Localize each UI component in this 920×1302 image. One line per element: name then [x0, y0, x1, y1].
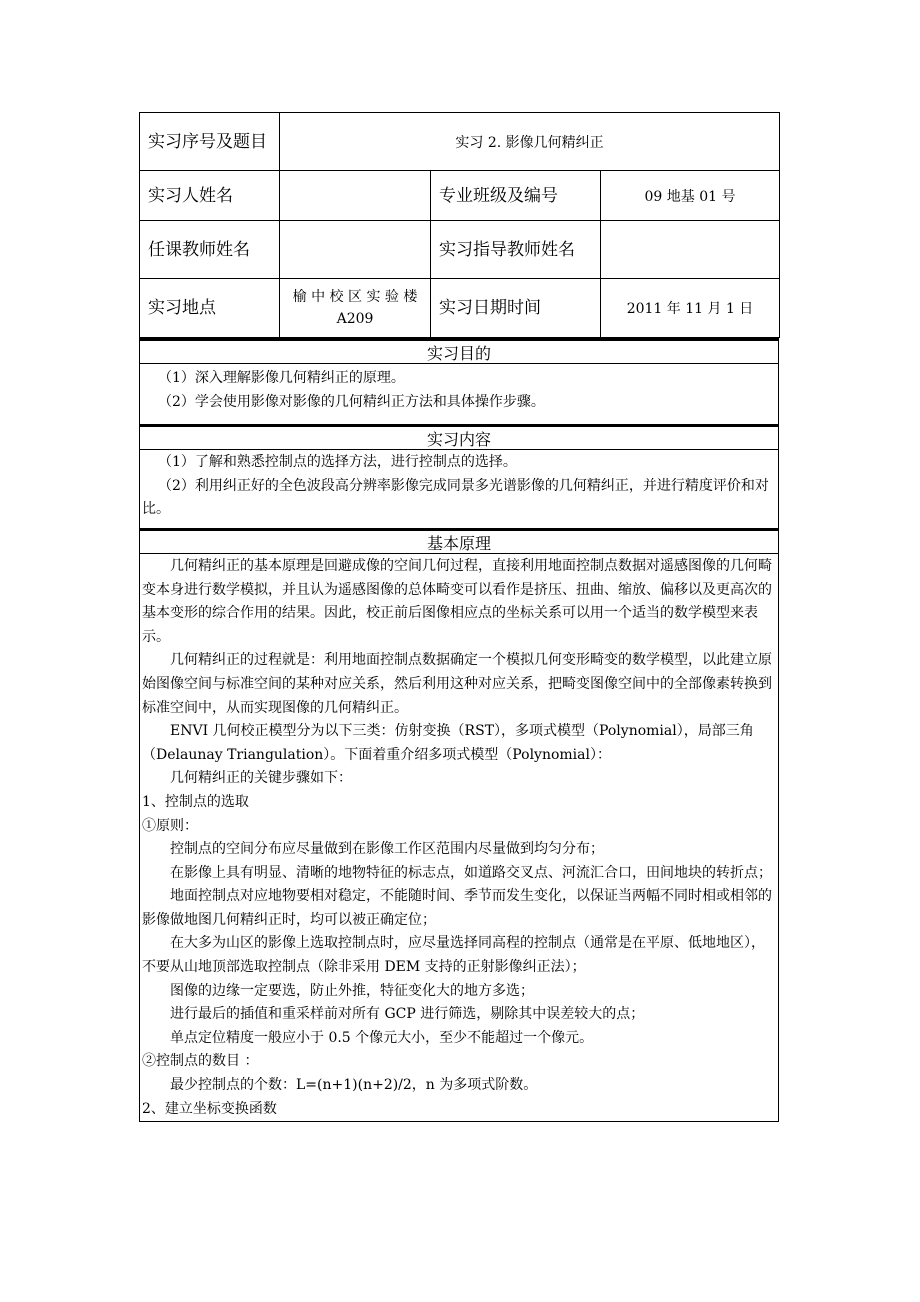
principle-paragraph: 地面控制点对应地物要相对稳定，不能随时间、季节而发生变化，以保证当两幅不同时相或相邻的影像做地图几何精纠正时，均可以被正确定位； — [142, 888, 772, 928]
objective-item: （1）深入理解影像几何精纠正的原理。 — [158, 370, 405, 386]
principle-paragraph: ENVI 几何校正模型分为以下三类：仿射变换（RST），多项式模型（Polynomial），局部三角（Delaunay Triangulation）。下面着重介绍多项式模型（Polynomial）： — [142, 723, 754, 763]
principle-paragraph: 在大多为山区的影像上选取控制点时，应尽量选择同高程的控制点（通常是在平原、低地地区），不要从山地顶部选取控制点（除非采用 DEM 支持的正射影像纠正法）； — [142, 935, 765, 976]
principle-paragraph: 图像的边缘一定要选，防止外推，特征变化大的地方多选； — [170, 982, 534, 999]
label-date: 实习日期时间 — [431, 279, 601, 338]
section-content — [139, 450, 779, 529]
content-item: （2）利用纠正好的全色波段高分辨率影像完成同景多光谱影像的几何精纠正，并进行精度评价和对比。 — [142, 477, 769, 518]
principle-paragraph: 几何精纠正的基本原理是回避成像的空间几何过程，直接利用地面控制点数据对遥感图像的几何畸变本身进行数学模拟，并且认为遥感图像的总体畸变可以看作是挤压、扭曲、缩放、偏移以及更高次的基本变形的综合作用的结果。因此，校正前后图像相应点的坐标关系可以用一个适当的数学模型来表示。 — [142, 557, 772, 645]
principle-heading: 2、建立坐标变换函数 — [142, 1100, 277, 1117]
section-header-objective: 实习目的 — [139, 338, 779, 364]
section-objective — [139, 364, 779, 425]
label-student-name: 实习人姓名 — [140, 171, 280, 221]
principle-heading: 1、控制点的选取 — [142, 793, 249, 810]
value-title: 实习 2. 影像几何精纠正 — [280, 113, 780, 171]
value-date: 2011 年 11 月 1 日 — [601, 279, 780, 338]
info-row-title — [140, 113, 780, 171]
info-row-teacher — [140, 221, 780, 279]
info-row-student — [140, 171, 780, 221]
objective-item: （2）学会使用影像对影像的几何精纠正方法和具体操作步骤。 — [158, 393, 545, 410]
value-place-line2: A209 — [336, 311, 374, 327]
principle-paragraph: 最少控制点的个数：L=(n+1)(n+2)/2，n 为多项式阶数。 — [170, 1077, 538, 1094]
principle-paragraph: 单点定位精度一般应小于 0.5 个像元大小，至少不能超过一个像元。 — [170, 1029, 594, 1046]
value-class: 09 地基 01 号 — [601, 171, 780, 221]
label-title: 实习序号及题目 — [140, 113, 280, 171]
value-teacher — [280, 221, 431, 279]
principle-subheading: ②控制点的数目 ： — [142, 1053, 259, 1070]
content-item: （1）了解和熟悉控制点的选择方法，进行控制点的选择。 — [158, 454, 517, 471]
report-page — [139, 112, 779, 1122]
principle-paragraph: 控制点的空间分布应尽量做到在影像工作区范围内尽量做到均匀分布； — [170, 841, 604, 858]
principle-paragraph: 在影像上具有明显、清晰的地物特征的标志点，如道路交叉点、河流汇合口，田间地块的转折点； — [170, 864, 772, 881]
principle-paragraph: 几何精纠正的过程就是：利用地面控制点数据确定一个模拟几何变形畸变的数学模型，以此建立原始图像空间与标准空间的某种对应关系，然后利用这种对应关系，把畸变图像空间中的全部像素转换到标准空间中，从而实现图像的几何精纠正。 — [142, 652, 772, 716]
principle-paragraph: 几何精纠正的关键步骤如下： — [170, 770, 352, 787]
value-student-name — [280, 171, 431, 221]
value-place — [280, 279, 431, 338]
principle-subheading: ①原则： — [142, 817, 198, 834]
principle-paragraph: 进行最后的插值和重采样前对所有 GCP 进行筛选，剔除其中误差较大的点； — [170, 1006, 645, 1023]
info-row-place — [140, 279, 780, 338]
value-advisor — [601, 221, 780, 279]
info-table — [139, 112, 780, 338]
section-header-principle: 基本原理 — [139, 529, 779, 554]
label-class: 专业班级及编号 — [431, 171, 601, 221]
section-principle — [139, 554, 779, 1122]
label-advisor: 实习指导教师姓名 — [431, 221, 601, 279]
label-teacher: 任课教师姓名 — [140, 221, 280, 279]
label-place: 实习地点 — [140, 279, 280, 338]
value-place-line1: 榆 中 校 区 实 验 楼 — [292, 289, 418, 305]
section-header-content: 实习内容 — [139, 425, 779, 450]
